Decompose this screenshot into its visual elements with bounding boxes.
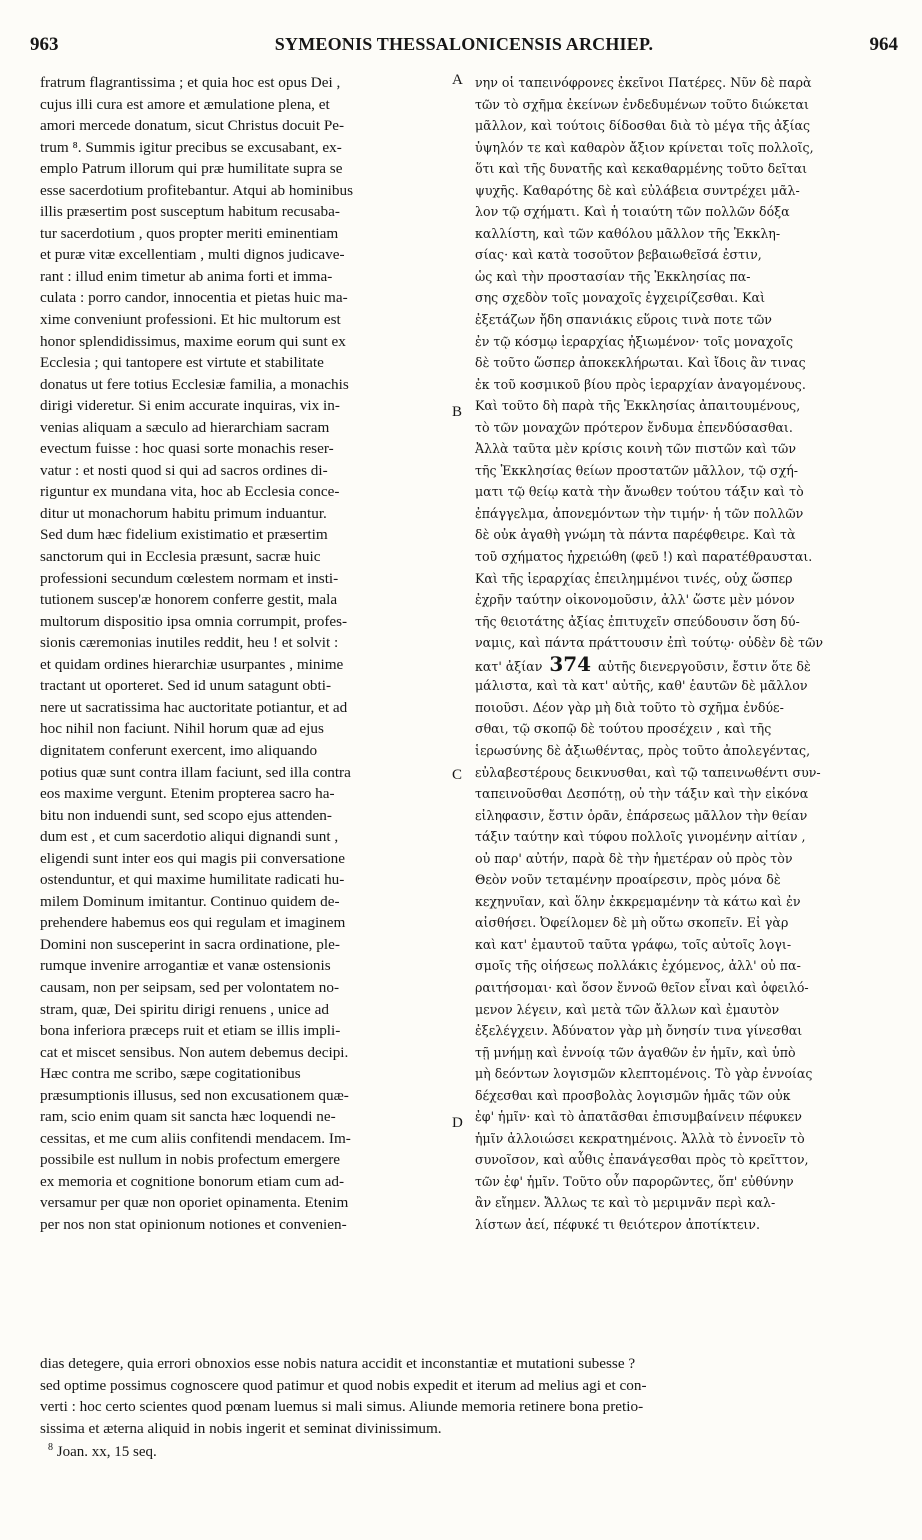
greek-text-line: λίστων ἀεί, πέφυκέ τι θειότερον ἀποτίκτειν. bbox=[475, 1216, 760, 1232]
greek-text-line: καὶ κατ' ἐμαυτοῦ ταῦτα γράφω, τοῖς αὐτοῖς λογι- bbox=[475, 936, 792, 952]
footnote bbox=[48, 1442, 157, 1461]
greek-text-line: ἐν τῷ κόσμῳ ἱεραρχίας ἠξιωμένον· τοῖς μοναχοῖς bbox=[475, 333, 794, 349]
latin-text-line: evectum fuisse : hoc quasi sorte monachis reser- bbox=[40, 440, 334, 458]
greek-text-line: ἐξελέγχειν. Ἀδύνατον γὰρ μὴ ὄνησίν τινα γίνεσθαι bbox=[475, 1023, 803, 1039]
section-marker-b: B bbox=[452, 404, 463, 420]
latin-text-line: Domini non susceperint in sacra ordinatione, ple- bbox=[40, 935, 340, 953]
page-header bbox=[30, 34, 898, 60]
section-marker-a: A bbox=[452, 72, 463, 88]
latin-text-line: cat et miscet sensibus. Non autem debemus decipi. bbox=[40, 1043, 349, 1061]
latin-text-line: stram, quæ, Dei spiritu dirigi renuens , unice ad bbox=[40, 1000, 329, 1018]
latin-text-line: cessitas, et me cum aliis confitendi mendacem. Im- bbox=[40, 1129, 351, 1147]
greek-text-line: ραιτήσομαι· καὶ ὅσον ἔννοῶ θεῖον εἶναι καὶ ὀφειλό- bbox=[475, 979, 809, 995]
latin-text-line: dignitatem conferunt exercent, imo aliquando bbox=[40, 741, 318, 759]
latin-text-line: ditur ut monachorum habitu primum induantur. bbox=[40, 504, 327, 522]
latin-text-line: bitu non induendi sunt, sed scopo ejus attenden- bbox=[40, 806, 332, 824]
latin-text-line: hoc nihil non faciunt. Nihil horum quæ ad ejus bbox=[40, 720, 324, 738]
greek-text-line: δὲ τοῦτο ὥσπερ ἀποκεκλήρωται. Καὶ ἴδοις ἂν τινας bbox=[475, 355, 806, 371]
latin-text-line: sionis cæremonias inutiles reddit, heu ! et solvit : bbox=[40, 634, 339, 652]
greek-text-line: ἐξετάζων ἤδη σπανιάκις εὕροις τινὰ ποτε τῶν bbox=[475, 312, 772, 328]
greek-text-line: ἐχρῆν ταύτην οἰκονομοῦσιν, ἀλλ' ὥστε μὲν μόνον bbox=[475, 592, 795, 608]
greek-text-line: ἂν εἴημεν. Ἄλλως τε καὶ τὸ μεριμνᾶν περὶ καλ- bbox=[475, 1195, 776, 1211]
latin-text-line: tractant ut oporteret. Sed id unum satagunt obti- bbox=[40, 677, 332, 695]
greek-text-line: τὸ τῶν μοναχῶν πρότερον ἔνδυμα ἐπενδύσασθαι. bbox=[475, 419, 793, 435]
greek-text-line: ὡς καὶ τὴν προστασίαν τῆς Ἐκκλησίας πα- bbox=[475, 268, 751, 284]
greek-text-line: ταπεινοῦσθαι Δεσπότῃ, οὐ τὴν τάξιν καὶ τὴν εἰκόνα bbox=[475, 786, 809, 802]
greek-text-line: ὑψηλόν τε καὶ καθαρὸν ἄξιον κρίνεται τοῖς πολλοῖς, bbox=[475, 139, 814, 155]
greek-text-line: ἱερωσύνης δὲ ἀξιωθέντας, πρὸς τοῦτο ἀπολεγέντας, bbox=[475, 742, 811, 758]
latin-text-line: versamur per quæ non oporiet opinamenta. Etenim bbox=[40, 1194, 349, 1212]
latin-text-line: ostenduntur, et qui maxime humilitate radicati hu- bbox=[40, 871, 345, 889]
greek-text-line: καλλίστη, καὶ τῶν καθόλου μᾶλλον τῆς Ἐκκλη- bbox=[475, 225, 781, 241]
latin-column bbox=[40, 72, 450, 1236]
latin-text-line: trum ⁸. Summis igitur precibus se excusabant, ex- bbox=[40, 138, 342, 156]
greek-text-line: αἰσθήσει. Ὀφείλομεν δὲ μὴ οὕτω σκοπεῖν. Εἰ γὰρ bbox=[475, 915, 789, 931]
embedded-page-number: 374 bbox=[542, 651, 599, 676]
latin-text-line: potius quæ sunt contra illam faciunt, sed illa contra bbox=[40, 763, 351, 781]
greek-text-line: κεχηνυῖαν, καὶ ὅλην ἐκκρεμαμένην τὰ κάτω καὶ ἐν bbox=[475, 893, 801, 909]
latin-text-line: ex memoria et cognitione bonorum etiam cum ad- bbox=[40, 1172, 345, 1190]
greek-text-line: τῆς θειοτάτης ἀξίας ἐπιτυχεῖν σπεύδουσιν ὅση δύ- bbox=[475, 613, 800, 629]
latin-text-line: cujus illi cura est amore et æmulatione plena, et bbox=[40, 95, 330, 113]
latin-text-line: vatur : et nosti quod si qui ad sacros ordines di- bbox=[40, 461, 328, 479]
greek-text-line: νην οἱ ταπεινόφρονες ἐκεῖνοι Πατέρες. Νῦν δὲ παρὰ bbox=[475, 75, 812, 90]
greek-text-line: ναμις, καὶ πάντα πράττουσιν ἐπὶ τούτῳ· οὐδὲν δὲ τῶν bbox=[475, 635, 824, 651]
greek-text-line: σης σχεδὸν τοῖς μοναχοῖς ἐγχειρίζεσθαι. Καὶ bbox=[475, 290, 766, 306]
greek-text-line: δέχεσθαι καὶ προσβολὰς λογισμῶν ἡμᾶς τῶν οὐκ bbox=[475, 1087, 791, 1103]
latin-text-line: honor splendidissimus, maxime eorum qui sunt ex bbox=[40, 332, 346, 350]
latin-text-line: xime conveniunt professioni. Et hic multorum est bbox=[40, 311, 341, 329]
greek-text-line: συνοῖσον, καὶ αὖθις ἐπανάγεσθαι πρὸς τὸ κρεῖττον, bbox=[475, 1152, 809, 1168]
greek-text-line: ἡμῖν ἀλλοιώσει κεκρατημένοις. Ἀλλὰ τὸ ἐννοεῖν τὸ bbox=[475, 1130, 805, 1146]
full-width-text bbox=[40, 1353, 892, 1439]
greek-text-line: μᾶλλον, καὶ τούτοις δίδοσθαι διὰ τὸ μέγα τῆς ἀξίας bbox=[475, 118, 811, 134]
page-number-right: 964 bbox=[869, 34, 898, 55]
greek-text-line: ὅτι καὶ τῆς δυνατῆς καὶ κεκαθαρμένης τοῦτο δεῖται bbox=[475, 161, 808, 177]
latin-text-line: sissima et æterna aliquid in nobis ingerit et seminat divinissimum. bbox=[40, 1419, 442, 1437]
latin-text-line: dum est , et cum sacerdotio aliqui dignandi sunt , bbox=[40, 828, 339, 846]
latin-text-line: bona inferiora præceps ruit et etiam se illis impli- bbox=[40, 1022, 341, 1040]
greek-text-line: οὐ παρ' αὐτήν, παρὰ δὲ τὴν ἡμετέραν οὐ πρὸς τὸν bbox=[475, 850, 793, 866]
latin-text-line: tutionem suscep'æ honorem conferre gestit, mala bbox=[40, 591, 338, 609]
greek-text-line: τῶν ἐφ' ἡμῖν. Τοῦτο οὖν παρορῶντες, ὅπ' εὐθύνην bbox=[475, 1173, 794, 1189]
page-number-left: 963 bbox=[30, 34, 59, 55]
greek-text-line: σίας· καὶ κατὰ τοσοῦτον βεβαιωθεῖσά ἐστιν, bbox=[475, 247, 762, 263]
greek-text-line: Καὶ τῆς ἱεραρχίας ἐπειλημμένοι τινές, οὐχ ὥσπερ bbox=[475, 570, 793, 586]
greek-text-line: μενον λέγειν, καὶ μετὰ τῶν ἄλλων καὶ ἐμαυτὸν bbox=[475, 1001, 780, 1017]
greek-text-line: κατ' ἀξίαν 374 αὐτῆς διενεργοῦσιν, ἔστιν ὅτε δὲ bbox=[475, 651, 811, 676]
latin-text-line: eos maxime vergunt. Etenim propterea sacro ha- bbox=[40, 785, 335, 803]
footnote-mark: 8 bbox=[48, 1442, 53, 1453]
latin-text-line: amori mercede donatum, sicut Christus docuit Pe- bbox=[40, 117, 345, 135]
latin-text-line: tur sacerdotium , quos propter meriti eminentiam bbox=[40, 224, 339, 242]
greek-text-line: τῇ μνήμῃ καὶ ἐννοίᾳ τῶν ἀγαθῶν ἐν ἡμῖν, καὶ ὑπὸ bbox=[475, 1044, 796, 1060]
greek-text-line: ἐπάγγελμα, ἀπονεμόντων τὴν τιμήν· ἡ τῶν πολλῶν bbox=[475, 505, 804, 521]
greek-text-line: Θεὸν νοῦν τεταμένην προαίρεσιν, πρὸς μόνα δὲ bbox=[475, 872, 781, 888]
latin-text-line: Hæc contra me scribo, sæpe cogitationibus bbox=[40, 1065, 301, 1083]
latin-text-line: dirigi videretur. Si enim accurate inquiras, vix in- bbox=[40, 397, 340, 415]
greek-text-line: τοῦ σχήματος ἠχρειώθη (φεῦ !) καὶ παρατέθραυσται. bbox=[475, 549, 813, 565]
latin-text-line: venias aliquam a sæculo ad hierarchiam sacram bbox=[40, 418, 330, 436]
latin-text-line: rant : illud enim timetur ab anima forti et imma- bbox=[40, 267, 333, 285]
greek-text-line: δὲ οὐκ ἀγαθὴ γνώμη τὰ πάντα παρέφθειρε. Καὶ τὰ bbox=[475, 527, 796, 543]
greek-text-line: ματι τῷ θείῳ κατὰ τὴν ἄνωθεν τούτου τάξιν καὶ τὸ bbox=[475, 484, 804, 500]
latin-text-line: esse sacerdotium profitebantur. Atqui ab hominibus bbox=[40, 181, 353, 199]
greek-text-fragment: αὐτῆς διενεργοῦσιν, ἔστιν ὅτε δὲ bbox=[598, 658, 811, 674]
section-marker-d: D bbox=[452, 1115, 463, 1131]
latin-text-line: ram, scio enim quam sit sancta hæc loquendi ne- bbox=[40, 1108, 336, 1126]
latin-text-line: sed optime possimus cognoscere quod patimur et quod nobis expedit et iterum ad melius agi et con- bbox=[40, 1376, 647, 1394]
latin-text-line: nere ut sacratissima hac auctoritate potiantur, et ad bbox=[40, 698, 348, 716]
latin-text-line: multorum dispositio ipsa omnia corrumpit, profes- bbox=[40, 612, 348, 630]
greek-column bbox=[475, 72, 893, 1236]
greek-text-line: ποιοῦσι. Δέον γὰρ μὴ διὰ τοῦτο τὸ σχῆμα ἐνδύε- bbox=[475, 699, 784, 715]
latin-text-line: dias detegere, quia errori obnoxios esse nobis natura accidit et inconstantiæ et mutationi subesse ? bbox=[40, 1355, 636, 1372]
latin-text-line: donatus ut fere totius Ecclesiæ familia, a monachis bbox=[40, 375, 349, 393]
latin-text-line: riguntur ex mundana vita, hoc ab Ecclesia conce- bbox=[40, 483, 340, 501]
latin-text-line: Sed dum hæc fidelium existimatio et præsertim bbox=[40, 526, 328, 544]
latin-text-line: Ecclesia ; qui tantopere est virtute et stabilitate bbox=[40, 354, 324, 372]
latin-text-line: per nos non stat opinionum notiones et convenien- bbox=[40, 1215, 347, 1233]
latin-text-line: culata : porro candor, innocentia et pietas huic ma- bbox=[40, 289, 348, 307]
section-marker-c: C bbox=[452, 767, 463, 783]
footnote-text: Joan. xx, 15 seq. bbox=[56, 1444, 157, 1460]
greek-text-line: εἰληφασιν, ἔστιν ὁρᾶν, ἐπάρσεως μᾶλλον τὴν θείαν bbox=[475, 807, 808, 823]
latin-text-line: professioni secundum cœlestem normam et insti- bbox=[40, 569, 339, 587]
greek-text-line: τῶν τὸ σχῆμα ἐκείνων ἐνδεδυμένων τοῦτο διώκεται bbox=[475, 96, 809, 112]
greek-text-line: εὐλαβεστέρους δεικνυσθαι, καὶ τῷ ταπεινωθέντι συν- bbox=[475, 764, 821, 780]
greek-text-line: ἐκ τοῦ κοσμικοῦ βίου πρὸς ἱεραρχίαν ἀναγομένους. bbox=[475, 376, 806, 392]
greek-text-line: σμοῖς τῆς οἰήσεως πολλάκις ἐχόμενος, ἀλλ' οὐ πα- bbox=[475, 958, 801, 974]
latin-text-line: fratrum flagrantissima ; et quia hoc est opus Dei , bbox=[40, 74, 341, 91]
latin-text-line: emplo Patrum illorum qui præ humilitate supra se bbox=[40, 160, 343, 178]
greek-text-line: μάλιστα, καὶ τὰ κατ' αὐτῆς, καθ' ἑαυτῶν δὲ μᾶλλον bbox=[475, 678, 808, 694]
greek-text-line: μὴ δεόντων λογισμῶν κλεπτομένοις. Τὸ γὰρ ἐννοίας bbox=[475, 1066, 813, 1082]
greek-text-line: τῆς Ἐκκλησίας θείων προστατῶν μᾶλλον, τῷ σχή- bbox=[475, 462, 799, 478]
latin-text-line: et puræ vitæ excellentiam , multi dignos judicave- bbox=[40, 246, 345, 264]
latin-text-line: illis præsertim post susceptum habitum recusaba- bbox=[40, 203, 340, 221]
greek-text-line: σθαι, τῷ σκοπῷ δὲ τούτου προσέχειν , καὶ τῆς bbox=[475, 721, 772, 737]
latin-text-line: milem Dominum imitantur. Continuo quidem de- bbox=[40, 892, 340, 910]
greek-text-line: ἐφ' ἡμῖν· καὶ τὸ ἀπατᾶσθαι ἐπισυμβαίνειν πέφυκεν bbox=[475, 1109, 802, 1125]
greek-text-line: τάξιν ταύτην καὶ τύφου πολλοῖς γινομένην αἰτίαν , bbox=[475, 829, 806, 845]
latin-text-line: sanctorum qui in Ecclesia præsunt, sacræ huic bbox=[40, 548, 321, 566]
latin-text-line: rumque invenire arrogantiæ et vanæ ostensionis bbox=[40, 957, 331, 975]
greek-text-line: Ἀλλὰ ταῦτα μὲν κρίσις κοινὴ τῶν πιστῶν καὶ τῶν bbox=[475, 441, 796, 457]
greek-text-line: λον τῷ σχήματι. Καὶ ἡ τοιαύτη τῶν πολλῶν δόξα bbox=[475, 204, 790, 220]
latin-text-line: et quidam ordines hierarchiæ usurpantes , minime bbox=[40, 655, 344, 673]
latin-text-line: prehendere habemus eos qui regulam et imaginem bbox=[40, 914, 346, 932]
latin-text-line: eligendi sunt inter eos qui magis pii conversatione bbox=[40, 849, 345, 867]
latin-text-line: causam, non per seipsam, sed per volontatem no- bbox=[40, 978, 340, 996]
running-title: SYMEONIS THESSALONICENSIS ARCHIEP. bbox=[274, 34, 654, 54]
latin-text-line: præsumptionis illusus, sed non excusationem quæ- bbox=[40, 1086, 349, 1104]
greek-text-line: ψυχῆς. Καθαρότης δὲ καὶ εὐλάβεια συντρέχει μᾶλ- bbox=[475, 182, 800, 198]
greek-text-line: Καὶ τοῦτο δὴ παρὰ τῆς Ἐκκλησίας ἀπαιτουμένους, bbox=[475, 398, 801, 414]
latin-text-line: possibile est nullum in nobis profectum emergere bbox=[40, 1151, 341, 1169]
latin-text-line: verti : hoc certo scientes quod pœnam luemus si mali simus. Aliunde memoria retinere bona pretio- bbox=[40, 1398, 644, 1416]
